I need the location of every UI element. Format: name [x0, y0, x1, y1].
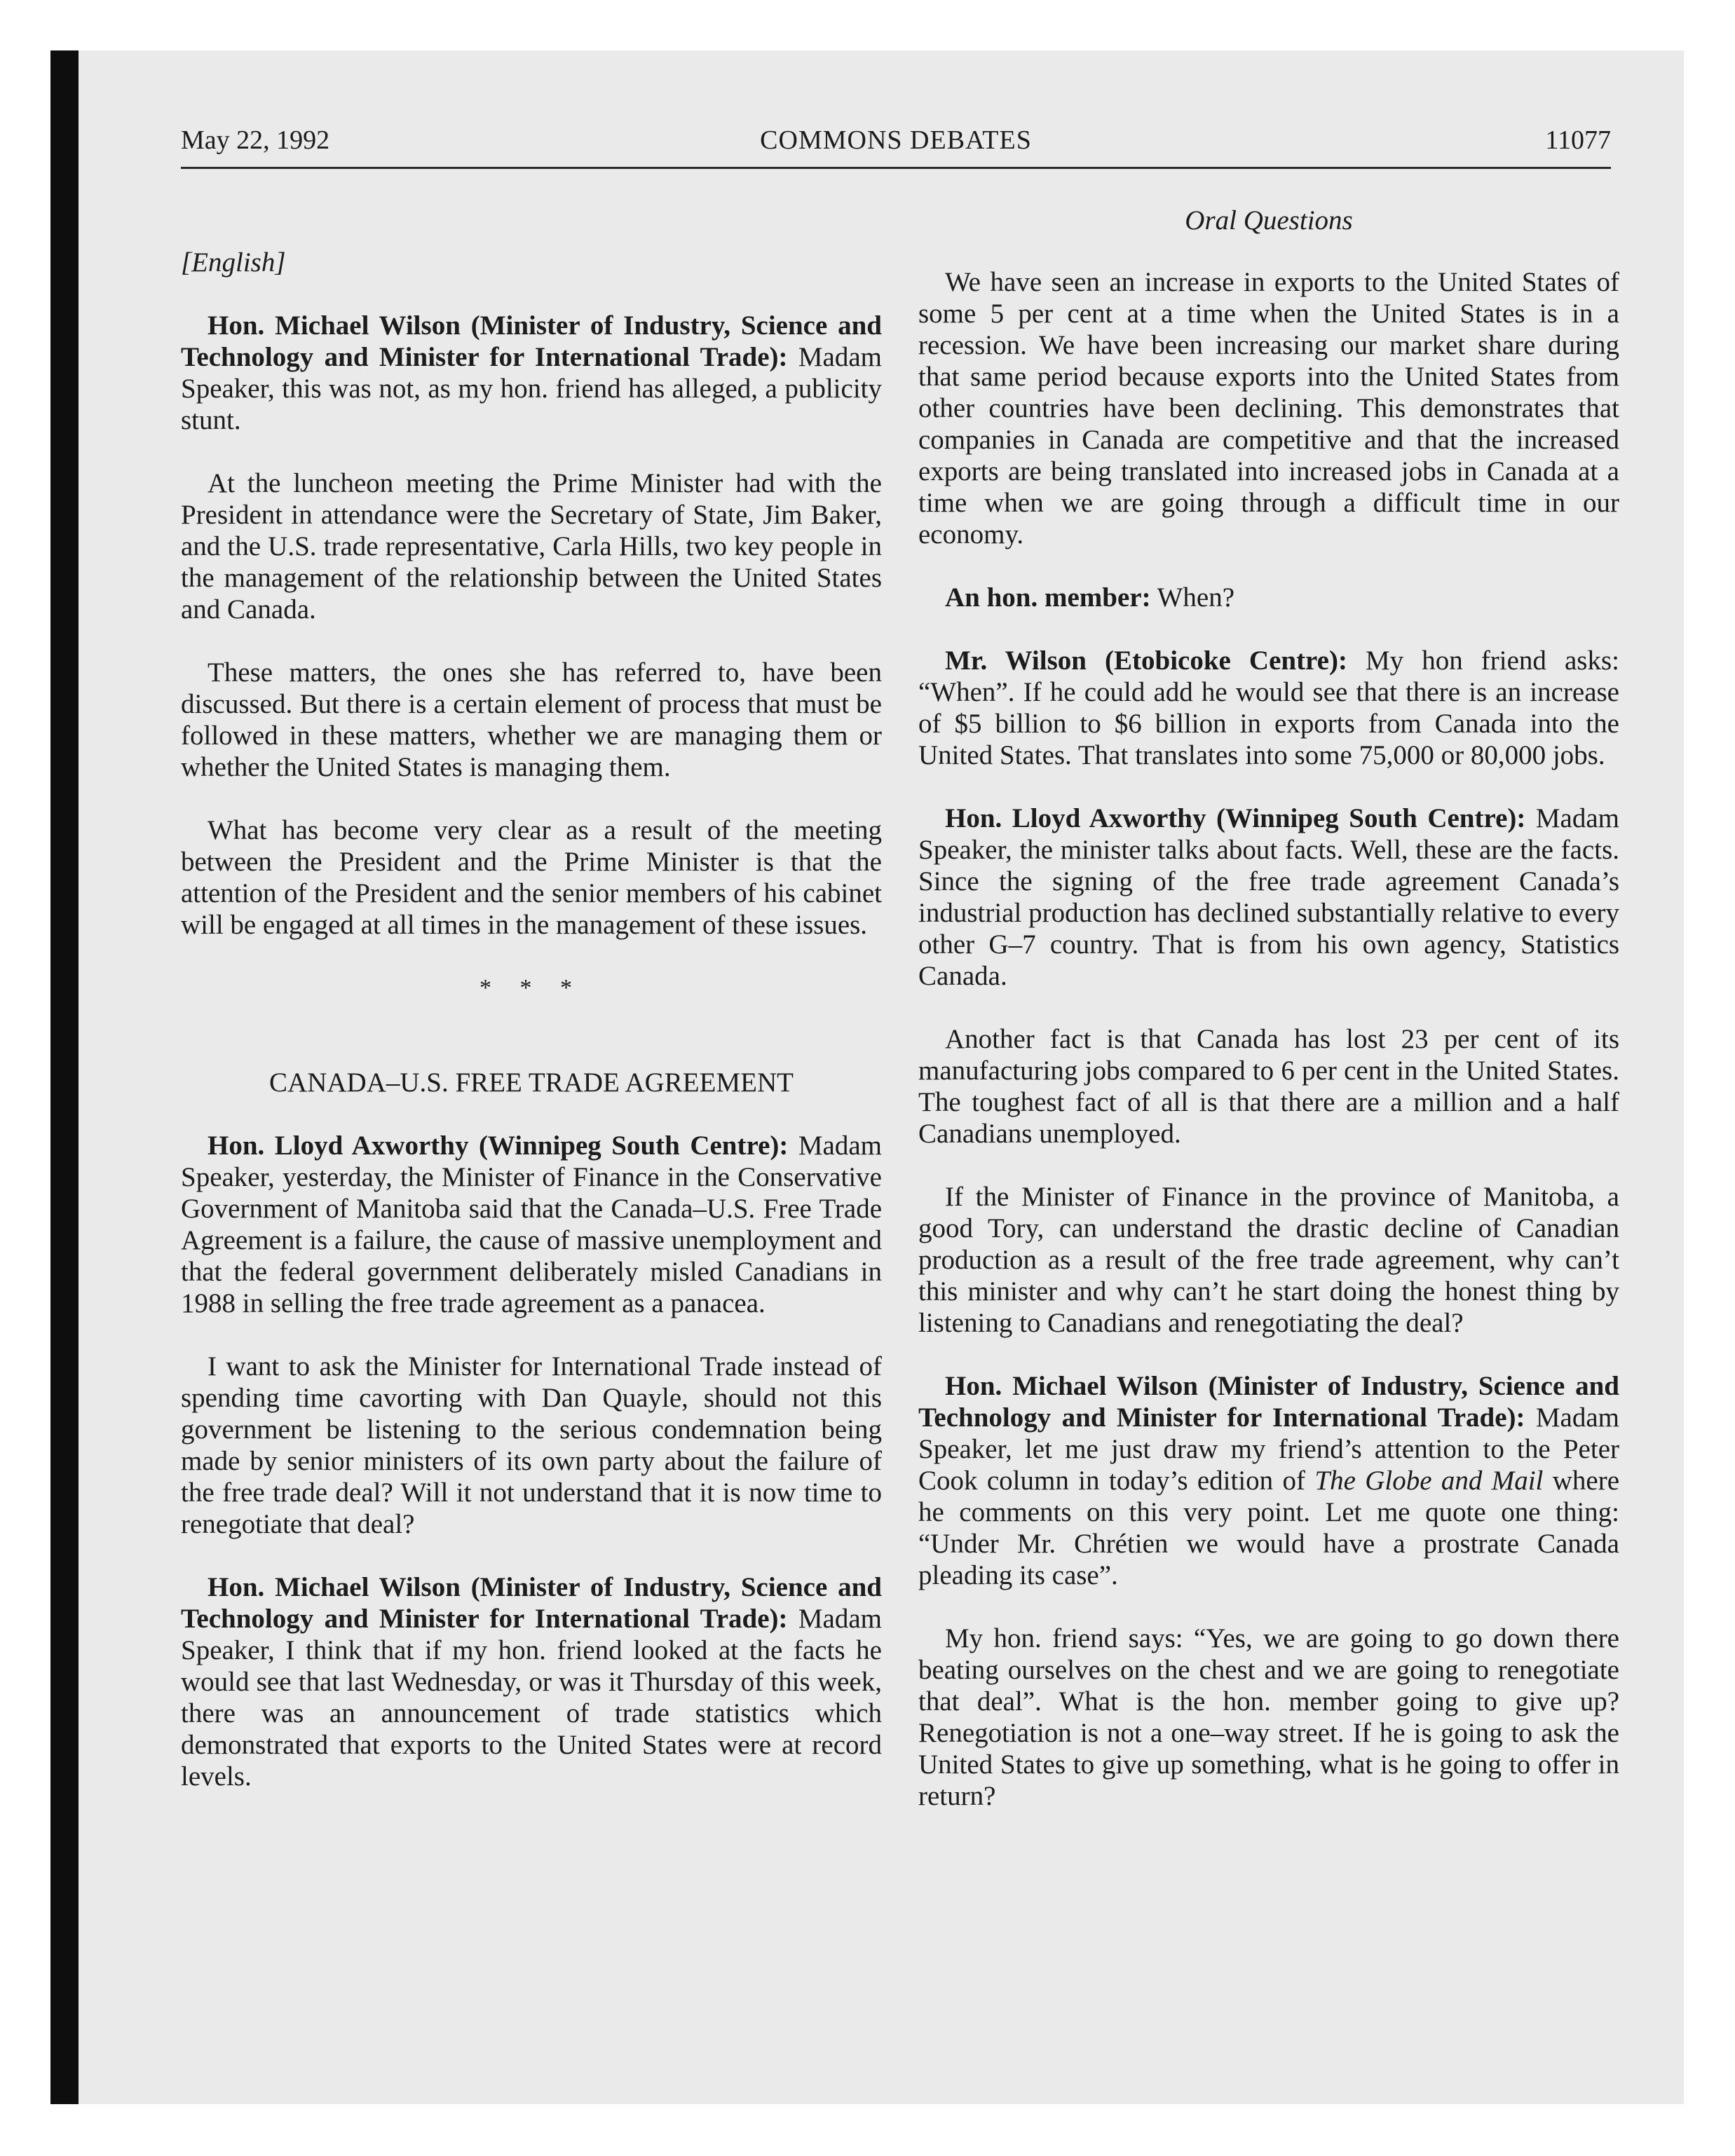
paragraph-text: Madam Speaker, I think that if my hon. friend looked at the facts he would see that last Wednesday, or was it Thursday of this week, there was an announcement of trade statistics which demonstrated that exports to the United States were at record levels.: [181, 1604, 882, 1792]
paragraph: [918, 582, 1619, 613]
paragraph: I want to ask the Minister for International Trade instead of spending time cavorting with Dan Quayle, should not this government be listening to the serious condemnation being made by senior ministers of its own party about the failure of the free trade deal? Will it not understand that it is now time to renegotiate that deal?: [181, 1351, 882, 1539]
paragraph: [181, 310, 882, 436]
speaker-name: Hon. Lloyd Axworthy (Winnipeg South Centre):: [207, 1131, 789, 1161]
paragraph: [181, 1130, 882, 1319]
paragraph: We have seen an increase in exports to the United States of some 5 per cent at a time when the United States is in a recession. We have been increasing our market share during that same period because exports into the United States from other countries have been declining. This demonstrates that companies in Canada are competitive and that the increased exports are being translated into increased jobs in Canada at a time when we are going through a difficult time in our economy.: [918, 267, 1619, 550]
speaker-name: Mr. Wilson (Etobicoke Centre):: [945, 646, 1347, 676]
paragraph: At the luncheon meeting the Prime Minister had with the President in attendance were the Secretary of State, Jim Baker, and the U.S. trade representative, Carla Hills, two key people in the management of the relationship between the United States and Canada.: [181, 468, 882, 625]
paragraph: [918, 1370, 1619, 1591]
paragraph-text: My hon friend asks: “When”. If he could add he would see that there is an increase of $5 billion to $6 billion in exports from Canada into the United States. That translates into some 75,000 or 80,000 jobs.: [918, 646, 1619, 770]
section-label-oral-questions: Oral Questions: [1185, 205, 1353, 236]
paragraph-text: Madam Speaker, this was not, as my hon. friend has alleged, a publicity stunt.: [181, 342, 882, 435]
speaker-name: An hon. member:: [945, 582, 1151, 613]
paragraph-text: Madam Speaker, the minister talks about facts. Well, these are the facts. Since the signing of the free trade agreement Canada’s industrial production has declined substantially relative to every other G–7 country. That is from his own agency, Statistics Canada.: [918, 803, 1619, 991]
paragraph: [181, 1571, 882, 1792]
speaker-name: Hon. Michael Wilson (Minister of Industry, Science and Technology and Minister for International Trade):: [918, 1371, 1619, 1433]
page-header: [181, 125, 1611, 164]
section-heading: CANADA–U.S. FREE TRADE AGREEMENT: [269, 1067, 794, 1098]
paragraph: [918, 803, 1619, 992]
paragraph: My hon. friend says: “Yes, we are going to go down there beating ourselves on the chest and we are going to renegotiate that deal”. What is the hon. member going to give up? Renegotiation is not a one–way street. If he is going to ask the United States to give up something, what is he going to offer in return?: [918, 1623, 1619, 1811]
left-column: [181, 247, 882, 1824]
speaker-name: Hon. Michael Wilson (Minister of Industry, Science and Technology and Minister for International Trade):: [181, 311, 882, 372]
paragraph: [918, 645, 1619, 771]
paragraph: These matters, the ones she has referred to, have been discussed. But there is a certain element of process that must be followed in these matters, whether we are managing them or whether the United States is managing them.: [181, 657, 882, 782]
paragraph: What has become very clear as a result of the meeting between the President and the Prime Minister is that the attention of the President and the senior members of his cabinet will be engaged at all times in the management of these issues.: [181, 815, 882, 940]
header-rule: [181, 167, 1611, 169]
paragraph-text: Madam Speaker, yesterday, the Minister of Finance in the Conservative Government of Manitoba said that the Canada–U.S. Free Trade Agreement is a failure, the cause of massive unemployment and that the federal government deliberately misled Canadians in 1988 in selling the free trade agreement as a panacea.: [181, 1131, 882, 1318]
paragraph: Another fact is that Canada has lost 23 per cent of its manufacturing jobs compared to 6 per cent in the United States. The toughest fact of all is that there are a million and a half Canadians unemployed.: [918, 1024, 1619, 1149]
header-page-number: 11077: [1545, 125, 1611, 155]
paragraph-text: Madam Speaker, let me just draw my friend’s attention to the Peter Cook column in today’s edition of: [918, 1403, 1619, 1496]
speaker-name: Hon. Michael Wilson (Minister of Industry, Science and Technology and Minister for International Trade):: [181, 1572, 882, 1634]
section-separator: * * *: [479, 975, 583, 1001]
paragraph: If the Minister of Finance in the province of Manitoba, a good Tory, can understand the drastic decline of Canadian production as a result of the free trade agreement, why can’t this minister and why can’t he start doing the honest thing by listening to Canadians and renegotiating the deal?: [918, 1182, 1619, 1338]
paragraph-text: When?: [1150, 582, 1235, 613]
language-tag: [English]: [181, 247, 286, 278]
header-title: COMMONS DEBATES: [760, 125, 1032, 155]
header-date: May 22, 1992: [181, 125, 330, 155]
right-column: [918, 266, 1619, 1843]
binding-edge: [50, 50, 79, 2104]
speaker-name: Hon. Lloyd Axworthy (Winnipeg South Centre):: [945, 803, 1526, 833]
paragraph-text: where he comments on this very point. Let me quote one thing: “Under Mr. Chrétien we would have a prostrate Canada pleading its case”.: [918, 1466, 1620, 1590]
publication-title: The Globe and Mail: [1314, 1466, 1544, 1496]
